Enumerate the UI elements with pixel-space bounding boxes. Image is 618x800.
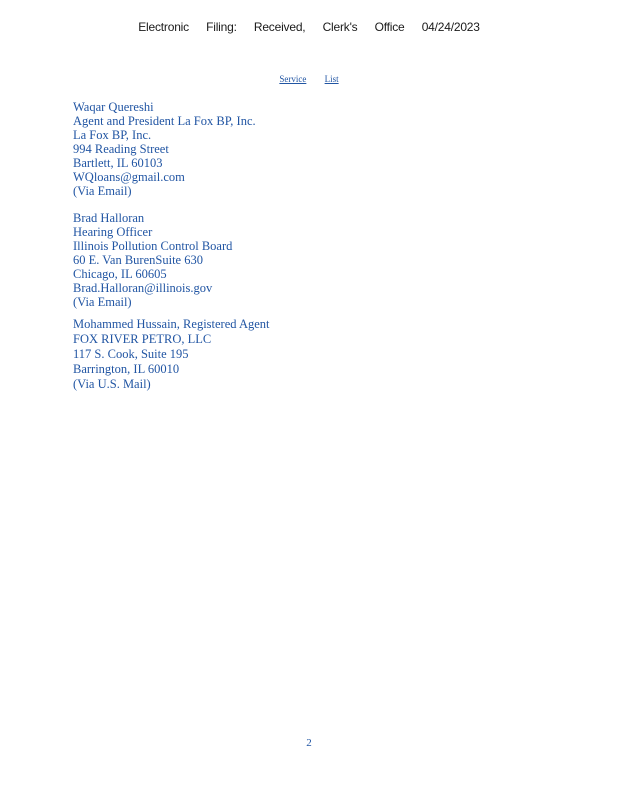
recipient-name: Brad Halloran — [73, 211, 145, 225]
recipient-city: Chicago, IL 60605 — [73, 267, 167, 281]
recipient-email: Brad.Halloran@illinois.gov — [73, 281, 213, 295]
service-list-word: List — [324, 74, 339, 84]
header-word: Electronic — [138, 20, 189, 34]
service-list-word: Service — [279, 74, 307, 84]
recipient-organization: FOX RIVER PETRO, LLC — [73, 332, 212, 346]
recipient-block — [73, 317, 270, 392]
header-word: Filing: — [206, 20, 237, 34]
recipient-delivery-method: (Via U.S. Mail) — [73, 377, 151, 391]
recipient-city: Barrington, IL 60010 — [73, 362, 180, 376]
recipient-delivery-method: (Via Email) — [73, 184, 132, 198]
recipient-title: Agent and President La Fox BP, Inc. — [73, 114, 256, 128]
recipient-name: Mohammed Hussain, Registered Agent — [73, 317, 270, 331]
header-word: Received, — [253, 20, 306, 34]
recipient-city: Bartlett, IL 60103 — [73, 156, 163, 170]
recipient-block — [73, 100, 256, 198]
header-date: 04/24/2023 — [421, 20, 480, 34]
recipient-street: 117 S. Cook, Suite 195 — [73, 347, 189, 361]
recipient-delivery-method: (Via Email) — [73, 295, 132, 309]
recipient-street: 60 E. Van BurenSuite 630 — [73, 253, 203, 267]
recipient-organization: La Fox BP, Inc. — [73, 128, 152, 142]
recipient-name: Waqar Quereshi — [73, 100, 154, 114]
header-word: Clerk's — [322, 20, 358, 34]
filing-header — [0, 20, 618, 34]
header-word: Office — [374, 20, 405, 34]
recipient-email: WQloans@gmail.com — [73, 170, 185, 184]
recipient-title: Hearing Officer — [73, 225, 153, 239]
recipient-block — [73, 211, 232, 309]
service-list-title — [0, 74, 618, 84]
recipient-street: 994 Reading Street — [73, 142, 169, 156]
recipient-organization: Illinois Pollution Control Board — [73, 239, 233, 253]
page-number: 2 — [306, 737, 312, 749]
